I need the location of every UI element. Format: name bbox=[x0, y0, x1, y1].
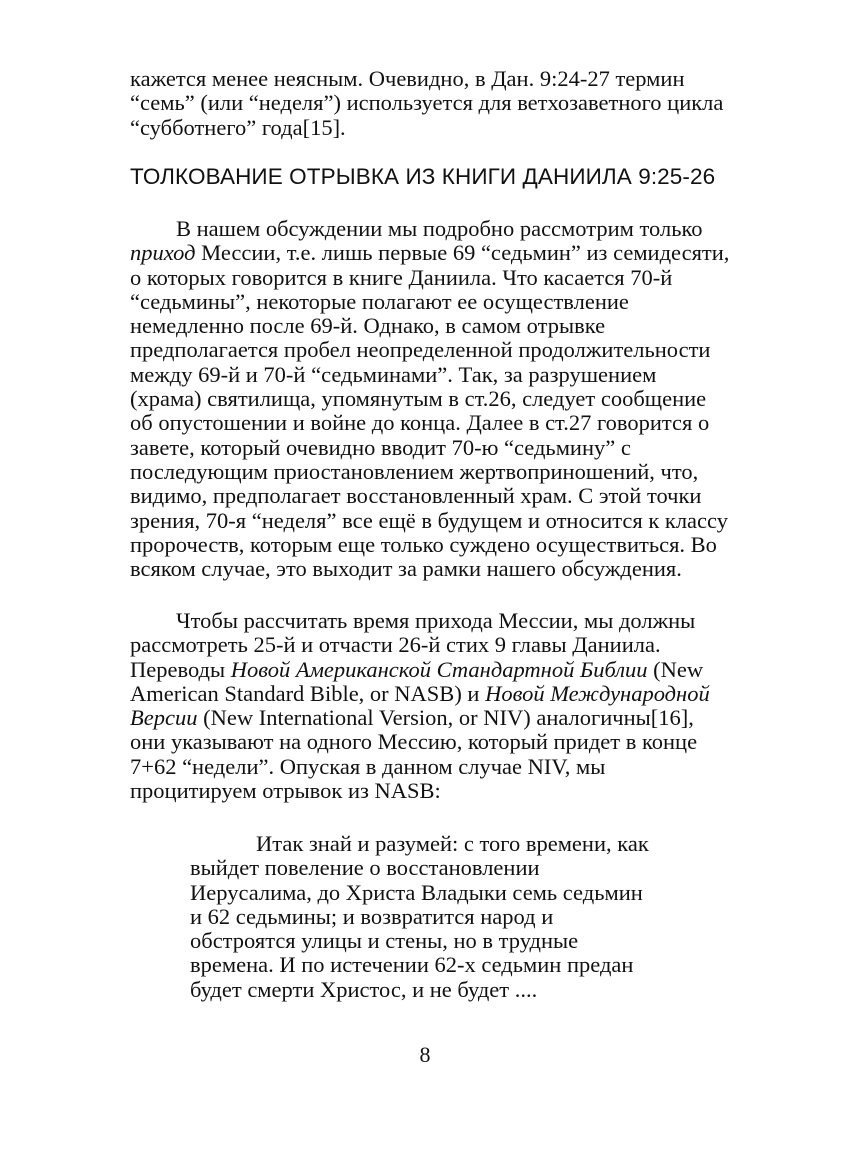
text-fragment: (New bbox=[647, 656, 704, 682]
text-line bbox=[130, 706, 720, 730]
text-line: “семь” (или “неделя”) используется для ветхозаветного цикла bbox=[130, 90, 724, 116]
paragraph-calculation bbox=[130, 609, 720, 803]
block-quote bbox=[190, 832, 670, 1002]
text-line: пророчеств, которым еще только суждено осуществиться. Во bbox=[130, 531, 717, 557]
quote-line: будет смерти Христос, и не будет .... bbox=[190, 976, 538, 1002]
text-line: предполагается пробел неопределенной продолжительности bbox=[130, 337, 711, 363]
text-line: “седьмины”, некоторые полагают ее осуществление bbox=[130, 288, 629, 314]
quote-line: выйдет повеление о восстановлении bbox=[190, 855, 540, 881]
text-fragment: Мессии, т.е. лишь первые 69 “седьмин” из семидесяти, bbox=[195, 240, 730, 266]
text-line: Чтобы рассчитать время прихода Мессии, мы должны bbox=[176, 608, 696, 633]
quote-line: времена. И по истечении 62-х седьмин предан bbox=[190, 952, 634, 978]
text-line: процитируем отрывок из NASB: bbox=[130, 778, 441, 804]
quote-line: обстроятся улицы и стены, но в трудные bbox=[190, 928, 579, 954]
italic-title: Новой Американской Стандартной Библии bbox=[230, 656, 648, 682]
text-line: о которых говорится в книге Даниила. Что касается 70-й bbox=[130, 264, 673, 290]
quote-line: Итак знай и разумей: с того времени, как bbox=[256, 831, 649, 856]
text-fragment: Переводы bbox=[130, 656, 231, 682]
text-line bbox=[130, 682, 720, 706]
text-line: немедленно после 69-й. Однако, в самом отрывке bbox=[130, 313, 606, 339]
paragraph-interpretation bbox=[130, 216, 730, 582]
quote-line: Иерусалима, до Христа Владыки семь седьмин bbox=[190, 879, 643, 905]
text-line: между 69-й и 70-й “седьминами”. Так, за разрушением bbox=[130, 361, 657, 387]
italic-title: Новой Международной bbox=[485, 680, 710, 706]
text-fragment: (New International Version, or NIV) аналогичны[16], bbox=[197, 705, 694, 731]
text-line: “субботнего” года[15]. bbox=[130, 114, 346, 140]
text-line bbox=[130, 658, 720, 682]
text-line bbox=[130, 240, 730, 266]
section-heading: ТОЛКОВАНИЕ ОТРЫВКА ИЗ КНИГИ ДАНИИЛА 9:25-26 bbox=[130, 164, 716, 189]
quote-line: и 62 седьмины; и возвратится народ и bbox=[190, 903, 554, 929]
text-line: В нашем обсуждении мы подробно рассмотрим только bbox=[176, 216, 703, 241]
text-line: завете, который очевидно вводит 70-ю “седьмину” с bbox=[130, 434, 631, 460]
text-line: они указывают на одного Мессию, который придет в конце bbox=[130, 729, 698, 755]
text-line: всяком случае, это выходит за рамки нашего обсуждения. bbox=[130, 556, 682, 582]
top-paragraph bbox=[130, 66, 724, 140]
text-line: об опустошении и войне до конца. Далее в ст.27 говорится о bbox=[130, 410, 710, 436]
text-line: рассмотреть 25-й и отчасти 26-й стих 9 главы Даниила. bbox=[130, 632, 661, 658]
text-line: (храма) святилища, упомянутым в ст.26, следует сообщение bbox=[130, 386, 707, 412]
text-fragment: American Standard Bible, or NASB) и bbox=[130, 680, 486, 706]
italic-title: Версии bbox=[130, 705, 198, 731]
text-line: зрения, 70-я “неделя” все ещё в будущем и относится к классу bbox=[130, 507, 728, 533]
italic-term: приход bbox=[130, 240, 196, 266]
text-line: кажется менее неясным. Очевидно, в Дан. 9:24-27 термин bbox=[130, 66, 685, 91]
text-line: 7+62 “недели”. Опуская в данном случае NIV, мы bbox=[130, 753, 606, 779]
page-number: 8 bbox=[419, 1042, 431, 1067]
text-line: последующим приостановлением жертвоприношений, что, bbox=[130, 458, 699, 484]
text-line: видимо, предполагает восстановленный храм. С этой точки bbox=[130, 483, 702, 509]
